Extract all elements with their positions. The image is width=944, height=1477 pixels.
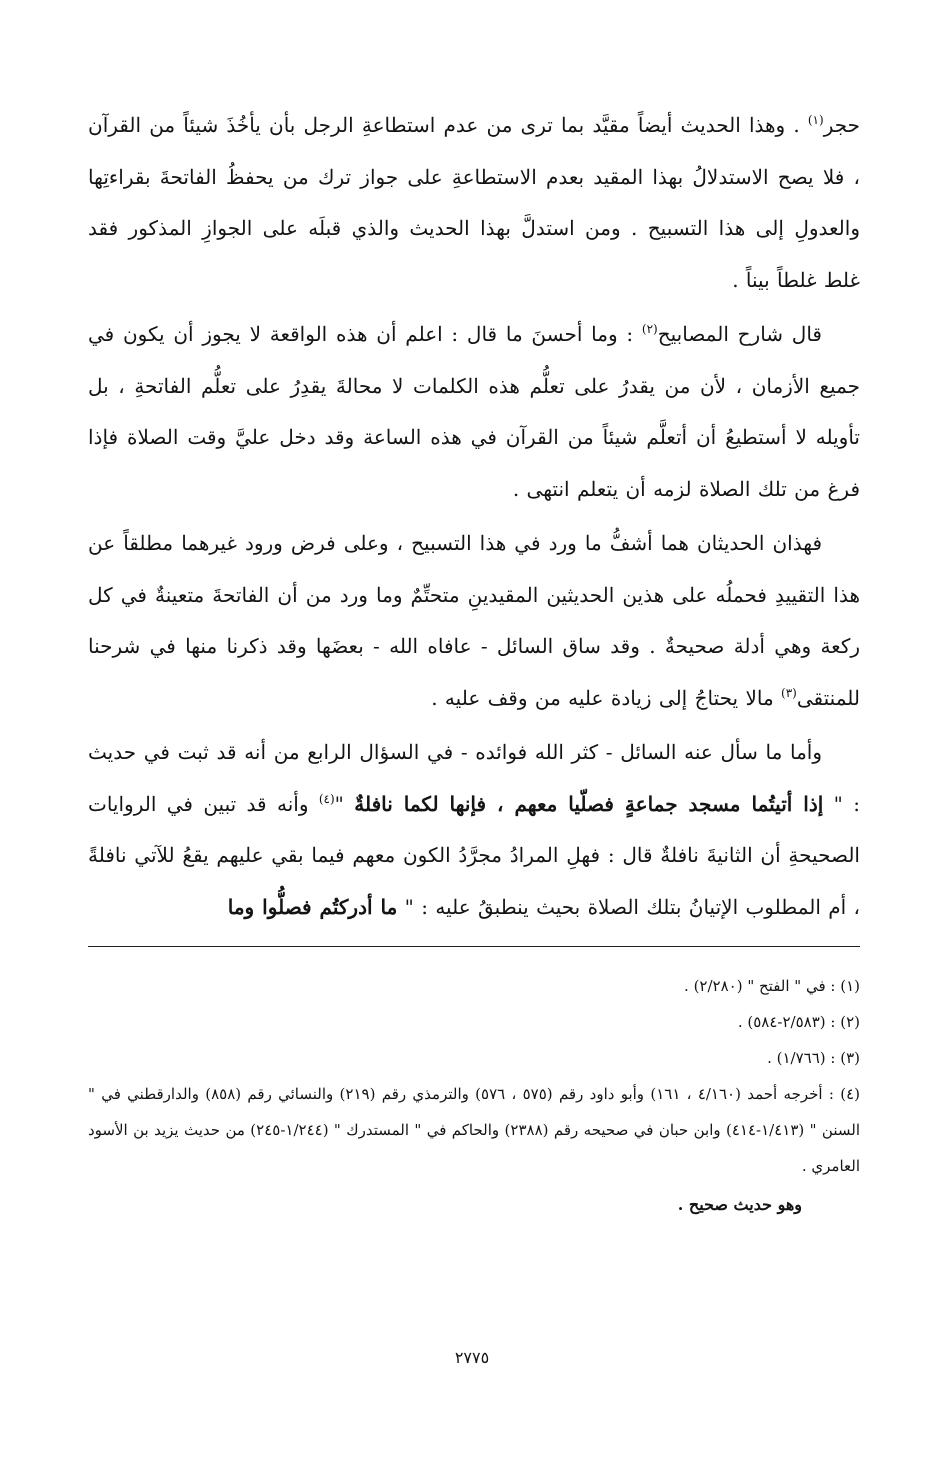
footnote-4-grade: وهو حديث صحيح . [677,1195,802,1214]
footnote-ref-4[interactable]: (٤) [318,791,335,806]
hadith-quote: ما أدركتُم فصلُّوا وما [227,894,398,919]
footnote-1: (١) : في " الفتح " (٢/٢٨٠) . [684,977,860,995]
footnote-3: (٣) : (١/٧٦٦) . [767,1049,860,1067]
text: : وما أحسنَ ما قال : اعلم أن هذه الواقعة لا يجوز أن يكون في جميع الأزمان ، لأن من يقدرُ على تعلُّم هذه الكلمات لا محالةَ يقدِرُ على تعلُّم الفاتحةِ ، بل تأويله لا أستطيعُ أن أتعلَّم شيئاً من القرآن في هذه الساعة وقد دخل عليَّ وقت الصلاة فإذا فرغ من تلك الصلاة لزمه أن يتعلم انتهى . [88,322,860,501]
main-text [88,100,860,936]
footnote-2: (٢) : (٢/٥٨٣-٥٨٤) . [737,1013,860,1031]
paragraph-1 [88,100,860,306]
text: وأنه قد تبين في الروايات الصحيحةِ أن الثانيةَ نافلةٌ قال : فهلِ المرادُ مجرَّدُ الكون معهم فيما بقي عليهم يقعُ للآتي نافلةً ، أم المطلوب الإتيانُ بتلك الصلاة بحيث ينطبقُ عليه : " [88,791,860,919]
text: وأما ما سأل عنه السائل - كثر الله فوائده - في السؤال الرابع من أنه قد ثبت في حديث : " [88,740,860,816]
text: . وهذا الحديث أيضاً مقيَّد بما ترى من عدم استطاعةِ الرجل بأن يأخُذَ شيئاً من القرآن ، فلا يصح الاستدلالُ بهذا المقيد بعدم الاستطاعةِ على جواز ترك من يحفظُ الفاتحةَ بقراءتِها والعدولِ إلى هذا التسبيح . ومن استدلَّ بهذا الحديث والذي قبلَه على الجوازِ المذكور فقد غلط غلطاً بيناً . [88,113,861,292]
footnotes [88,968,860,1224]
footnote-ref-1[interactable]: (١) [807,113,824,127]
page-number: ٢٧٧٥ [454,1348,490,1367]
text: فهذان الحديثان هما أشفُّ ما ورد في هذا التسبيح ، وعلى فرض ورود غيرهما مطلقاً عن هذا التقييدِ فحملُه على هذين الحديثين المقيدينِ متحتِّمٌ وما ورد من أن الفاتحةَ متعينةٌ في كل ركعة وهي أدلة صحيحةٌ . وقد ساق السائل - عافاه الله - بعضَها وقد ذكرنا منها في شرحنا للمنتقى [88,531,860,710]
text: مالا يحتاجُ إلى زيادة عليه من وقف عليه . [431,685,782,710]
footnote-ref-3[interactable]: (٣) [781,685,797,700]
hadith-quote: إذا أتيتُما مسجد جماعةٍ فصلّيا معهم ، فإنها لكما نافلةٌ [354,791,824,816]
footnote-4: (٤) : أخرجه أحمد (٤/١٦٠ ، ١٦١) وأبو داود رقم (٥٧٥ ، ٥٧٦) والترمذي رقم (٢١٩) والنسائي رقم (٨٥٨) والدارقطني في " السنن " (١/٤١٣-٤١٤) وابن حبان في صحيحه رقم (٢٣٨٨) والحاكم في " المستدرك " (١/٢٤٤-٢٤٥) من حديث يزيد بن الأسود العامري . [88,1085,860,1175]
text: " [334,791,355,816]
footnote-divider [88,946,860,947]
paragraph-3 [88,518,860,724]
text: قال شارح المصابيح [657,322,822,346]
paragraph-2 [88,309,860,515]
paragraph-4 [88,727,860,933]
text: حجر [823,113,860,137]
footnote-ref-2[interactable]: (٢) [641,322,658,336]
